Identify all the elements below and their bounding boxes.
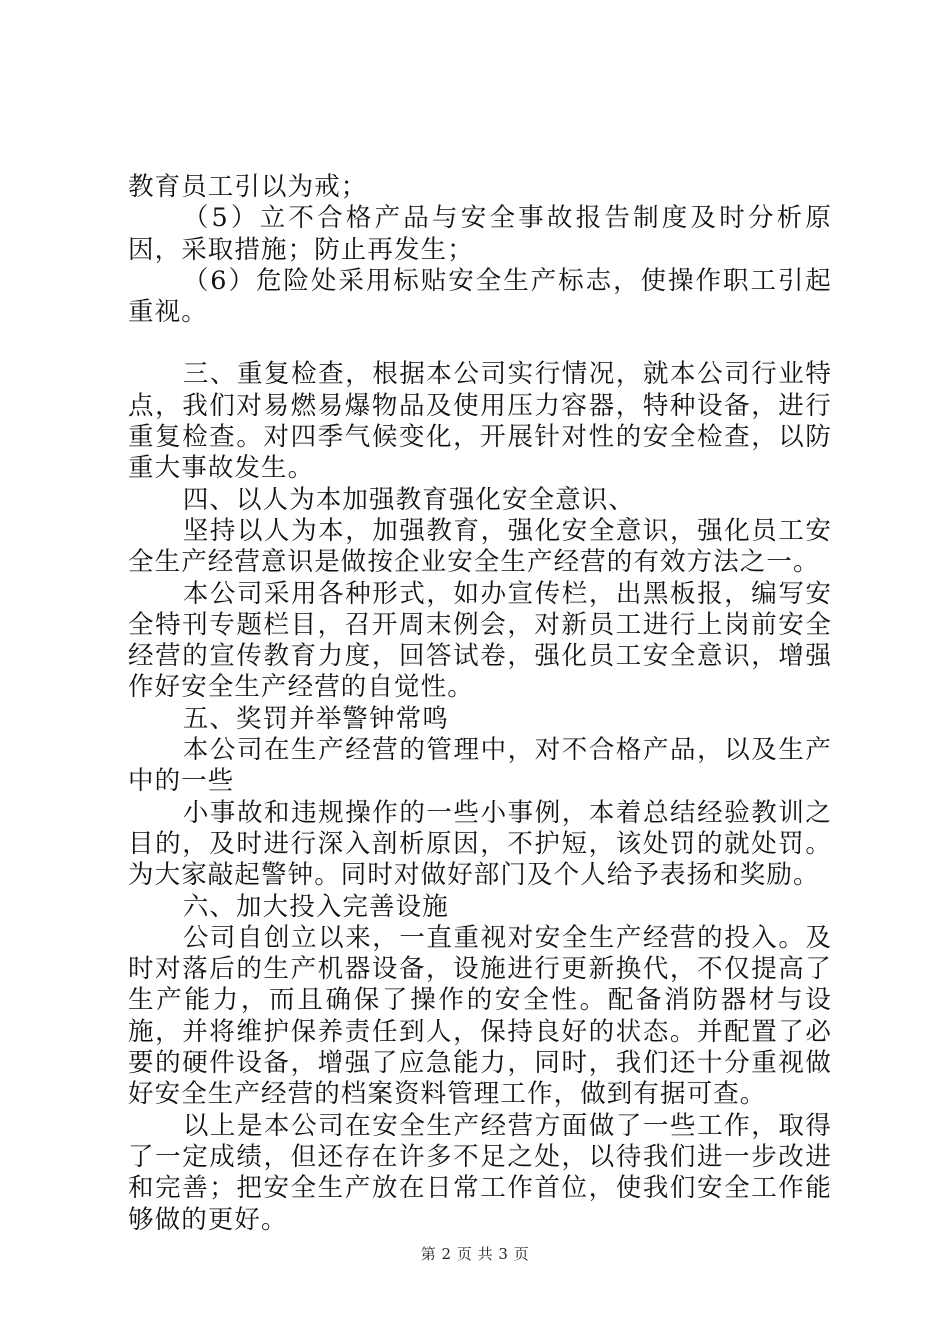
section-3-paragraph: 三、重复检查，根据本公司实行情况，就本公司行业特点，我们对易燃易爆物品及使用压力容器，特种设备，进行重复检查。对四季气候变化，开展针对性的安全检查，以防重大事故发生。 — [128, 359, 832, 484]
section-4-paragraph-1: 坚持以人为本，加强教育，强化安全意识，强化员工安全生产经营意识是做按企业安全生产经营的有效方法之一。 — [128, 515, 832, 578]
section-5-paragraph-1: 本公司在生产经营的管理中，对不合格产品，以及生产中的一些 — [128, 735, 832, 797]
section-6-paragraph: 公司自创立以来，一直重视对安全生产经营的投入。及时对落后的生产机器设备，设施进行更新换代，不仅提高了生产能力，而且确保了操作的安全性。配备消防器材与设施，并将维护保养责任到人，保持良好的状态。并配置了必要的硬件设备，增强了应急能力，同时，我们还十分重视做好安全生产经营的档案资料管理工作，做到有据可查。 — [128, 922, 832, 1110]
section-6-heading: 六、加大投入完善设施 — [182, 891, 449, 922]
section-4-paragraph-2: 本公司采用各种形式，如办宣传栏，出黑板报，编写安全特刊专题栏目，召开周末例会，对新员工进行上岗前安全经营的宣传教育力度，回答试卷，强化员工安全意识，增强作好安全生产经营的自觉性。 — [128, 578, 832, 703]
document-body — [128, 172, 832, 1236]
paragraph-gap — [128, 328, 832, 359]
paragraph-item-5: （5）立不合格产品与安全事故报告制度及时分析原因，采取措施；防止再发生； — [128, 203, 832, 265]
section-5-paragraph-2: 小事故和违规操作的一些小事例，本着总结经验教训之目的，及时进行深入剖析原因，不护短，该处罚的就处罚。为大家敲起警钟。同时对做好部门及个人给予表扬和奖励。 — [128, 797, 832, 891]
conclusion-paragraph: 以上是本公司在安全生产经营方面做了一些工作，取得了一定成绩，但还存在许多不足之处，以待我们进一步改进和完善；把安全生产放在日常工作首位，使我们安全工作能够做的更好。 — [128, 1110, 832, 1235]
page-number-footer: 第 2 页 共 3 页 — [420, 1245, 530, 1263]
paragraph-continuation: 教育员工引以为戒； — [128, 172, 368, 202]
section-5-heading: 五、奖罚并举警钟常鸣 — [182, 703, 449, 734]
paragraph-item-6: （6）危险处采用标贴安全生产标志，使操作职工引起重视。 — [128, 265, 832, 328]
section-4-heading: 四、以人为本加强教育强化安全意识、 — [182, 484, 636, 515]
